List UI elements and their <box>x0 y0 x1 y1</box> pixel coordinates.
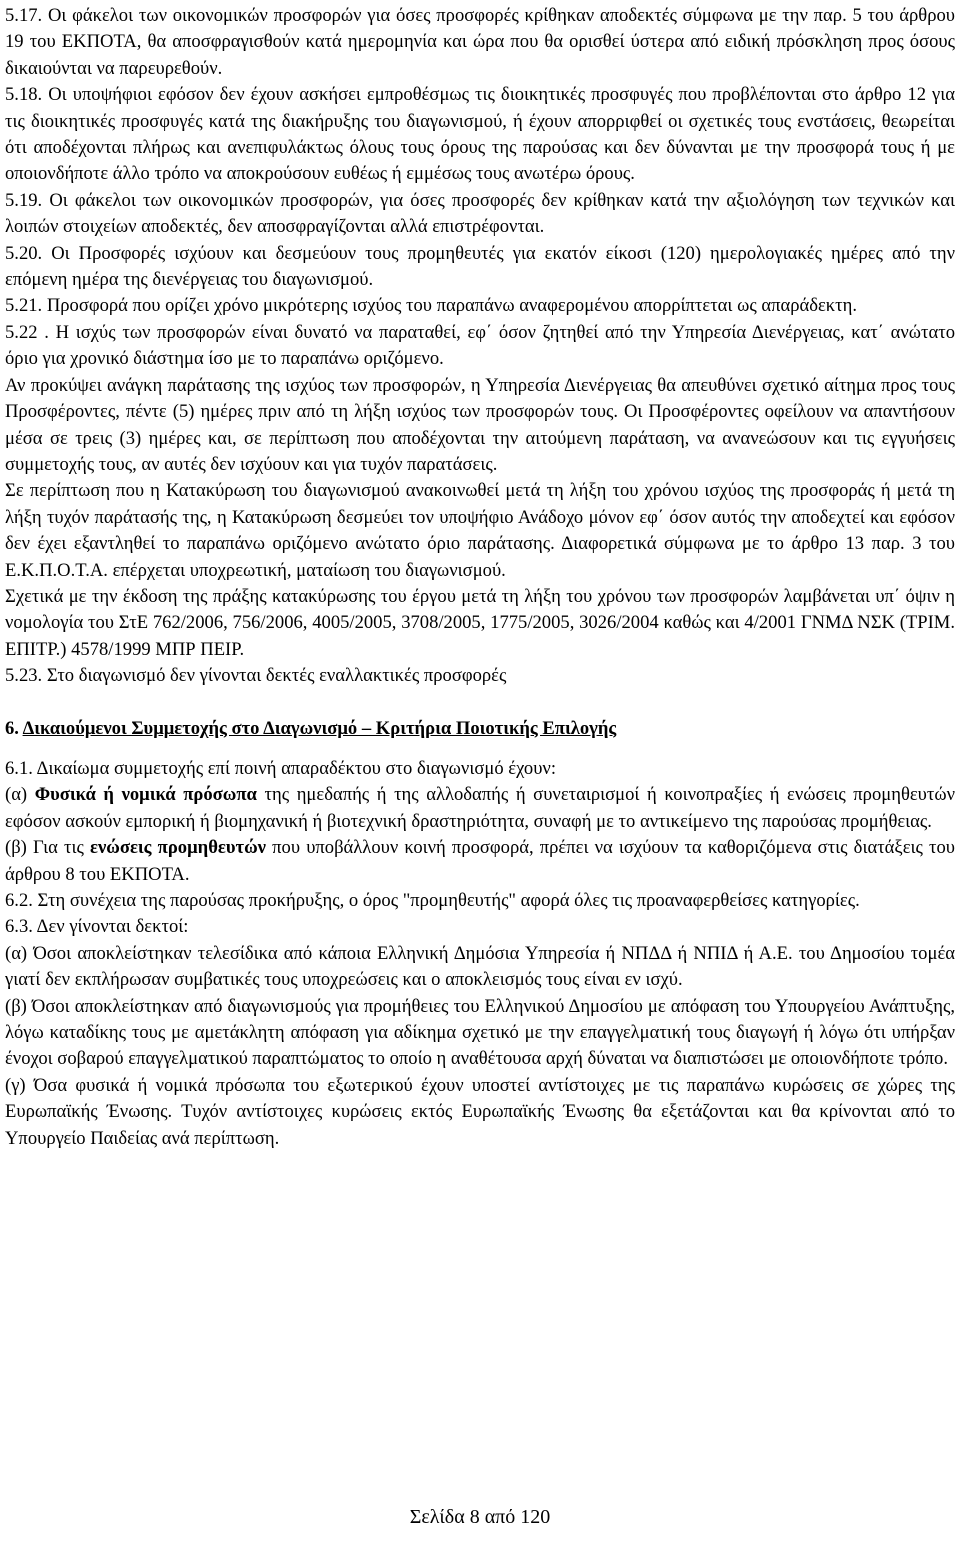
p61a-prefix: (α) <box>5 784 35 806</box>
document-page <box>5 3 955 1152</box>
paragraph-6-3-b: (β) Όσοι αποκλείστηκαν από διαγωνισμούς για προμήθειες του Ελληνικού Δημοσίου με απόφαση του Υπουργείου Ανάπτυξης, λόγω καταδίκης τους με αμετάκλητη απόφαση για αδίκημα σχετικό με την επαγγελματική τους διαγωγή ή λόγω ότι υπήρξαν ένοχοι σοβαρού επαγγελματικού παραπτώματος το οποίο η αναθέτουσα αρχή δύναται να διαπιστώσει με οποιονδήποτε τρόπο. <box>5 995 955 1070</box>
paragraph-6-3: 6.3. Δεν γίνονται δεκτοί: <box>5 916 189 938</box>
p61a-suffix: της ημεδαπής ή της αλλοδαπής ή συνεταιρισμοί ή κοινοπραξίες ή ενώσεις προμηθευτών εφόσον ασκούν εμπορική ή βιομηχανική ή βιοτεχνική δραστηριότητα, συναφή με το αντικείμενο της παρούσας προμήθειας. <box>5 784 955 832</box>
page-number-footer: Σελίδα 8 από 120 <box>409 1506 551 1528</box>
paragraph-5-22-case-law: Σχετικά με την έκδοση της πράξης κατακύρωσης του έργου μετά τη λήξη του χρόνου των προσφορών λαμβάνεται υπ΄ όψιν η νομολογία του ΣτΕ 762/2006, 756/2006, 4005/2005, 3708/2005, 1775/2005, 3026/2004 καθώς και 4/2001 ΓΝΜΔ ΝΣΚ (ΤΡΙΜ. ΕΠΙΤΡ.) 4578/1999 ΜΠΡ ΠΕΙΡ. <box>5 585 955 660</box>
paragraph-6-1: 6.1. Δικαίωμα συμμετοχής επί ποινή απαραδέκτου στο διαγωνισμό έχουν: <box>5 757 556 779</box>
paragraph-6-3-a: (α) Όσοι αποκλείστηκαν τελεσίδικα από κάποια Ελληνική Δημόσια Υπηρεσία ή ΝΠΔΔ ή ΝΠΙΔ ή Α.Ε. του Δημοσίου τομέα γιατί δεν εκπλήρωσαν συμβατικές τους υποχρεώσεις και ο αποκλεισμός τους είναι εν ισχύ. <box>5 942 955 991</box>
paragraph-5-23: 5.23. Στο διαγωνισμό δεν γίνονται δεκτές εναλλακτικές προσφορές <box>5 665 507 687</box>
paragraph-6-2: 6.2. Στη συνέχεια της παρούσας προκήρυξης, ο όρος "προμηθευτής" αφορά όλες τις προαναφερθείσες κατηγορίες. <box>5 890 860 911</box>
paragraph-5-22-award: Σε περίπτωση που η Κατακύρωση του διαγωνισμού ανακοινωθεί μετά τη λήξη του χρόνου ισχύος της προσφοράς ή μετά τη λήξη τυχόν παράτασής της, η Κατακύρωση δεσμεύει τον υποψήφιο Ανάδοχο μόνον εφ΄ όσον αυτός την αποδεχτεί και εφόσον δεν έχει εξαντληθεί το παραπάνω οριζόμενο ανώτατο όριο παράτασης. Διαφορετικά σύμφωνα με το άρθρο 13 παρ. 3 του Ε.Κ.Π.Ο.Τ.Α. επέρχεται υποχρεωτική, ματαίωση του διαγωνισμού. <box>5 480 955 581</box>
paragraph-5-18: 5.18. Οι υποψήφιοι εφόσον δεν έχουν ασκήσει εμπροθέσμως τις διοικητικές προσφυγές που προβλέπονται στο άρθρο 12 για τις διοικητικές προσφυγές κατά της διακήρυξης του διαγωνισμού, ή έχουν απορριφθεί οι σχετικές τους ενστάσεις, θεωρείται ότι αποδέχονται πλήρως και ανεπιφυλάκτως όλους τους όρους της παρούσας και δεν δύνανται με την προσφορά τους ή με οποιονδήποτε άλλο τρόπο να αποκρούσουν ευθέως ή εμμέσως τους ανωτέρω όρους. <box>5 84 955 185</box>
paragraph-6-1-b <box>5 835 955 888</box>
paragraph-5-19: 5.19. Οι φάκελοι των οικονομικών προσφορών, για όσες προσφορές δεν κρίθηκαν κατά την αξιολόγηση των τεχνικών και λοιπών στοιχείων αποδεκτές, δεν αποσφραγίζονται αλλά επιστρέφονται. <box>5 189 955 238</box>
section-gap <box>5 690 955 716</box>
paragraph-5-17: 5.17. Οι φάκελοι των οικονομικών προσφορών για όσες προσφορές κρίθηκαν αποδεκτές σύμφωνα με την παρ. 5 του άρθρου 19 του ΕΚΠΟΤΑ, θα αποσφραγισθούν κατά ημερομηνία και ώρα που θα ορισθεί ύστερα από ειδική πρόσκληση προς όσους δικαιούνται να παρευρεθούν. <box>5 5 955 79</box>
p61a-bold: Φυσικά ή νομικά πρόσωπα <box>34 784 257 806</box>
paragraph-5-22: 5.22 . Η ισχύς των προσφορών είναι δυνατό να παραταθεί, εφ΄ όσον ζητηθεί από την Υπηρεσία Διενέργειας, κατ΄ ανώτατο όριο για χρονικό διάστημα ίσο με το παραπάνω οριζόμενο. <box>5 321 955 370</box>
section-6-title: Δικαιούμενοι Συμμετοχής στο Διαγωνισμό – Κριτήρια Ποιοτικής Επιλογής <box>22 717 617 739</box>
section-6-heading <box>5 716 955 742</box>
paragraph-5-22-extension: Αν προκύψει ανάγκη παράτασης της ισχύος των προσφορών, η Υπηρεσία Διενέργειας θα απευθύνει σχετικό αίτημα προς τους Προσφέροντες, πέντε (5) ημέρες πριν από τη λήξη ισχύος των προσφορών τους. Οι Προσφέροντες οφείλουν να απαντήσουν μέσα σε τρεις (3) ημέρες και, σε περίπτωση που αποδέχονται την αιτούμενη παράταση, να ανανεώσουν και τις εγγυήσεις συμμετοχής τους, αν αυτές δεν ισχύουν και για τυχόν παρατάσεις. <box>5 374 955 475</box>
p61b-bold: ενώσεις προμηθευτών <box>90 837 266 859</box>
section-6-number: 6. <box>5 717 23 739</box>
paragraph-6-3-c: (γ) Όσα φυσικά ή νομικά πρόσωπα του εξωτερικού έχουν υποστεί αντίστοιχες με τις παραπάνω κυρώσεις σε χώρες της Ευρωπαϊκής Ένωσης. Τυχόν αντίστοιχες κυρώσεις εκτός Ευρωπαϊκής Ένωσης θα εξετάζονται και θα κρίνονται από το Υπουργείο Παιδείας ανά περίπτωση. <box>5 1074 955 1149</box>
paragraph-5-21: 5.21. Προσφορά που ορίζει χρόνο μικρότερης ισχύος του παραπάνω αναφερομένου απορρίπτεται ως απαράδεκτη. <box>5 295 857 317</box>
paragraph-6-1-a <box>5 782 955 835</box>
paragraph-5-20: 5.20. Οι Προσφορές ισχύουν και δεσμεύουν τους προμηθευτές για εκατόν είκοσι (120) ημερολογιακές ημέρες από την επόμενη ημέρα της διενέργειας του διαγωνισμού. <box>5 242 955 291</box>
section-gap <box>5 742 955 756</box>
p61b-prefix: (β) Για τις <box>5 837 90 859</box>
p61b-suffix: που υποβάλλουν κοινή προσφορά, πρέπει να ισχύουν τα καθοριζόμενα στις διατάξεις του άρθρου 8 του ΕΚΠΟΤΑ. <box>5 837 955 885</box>
